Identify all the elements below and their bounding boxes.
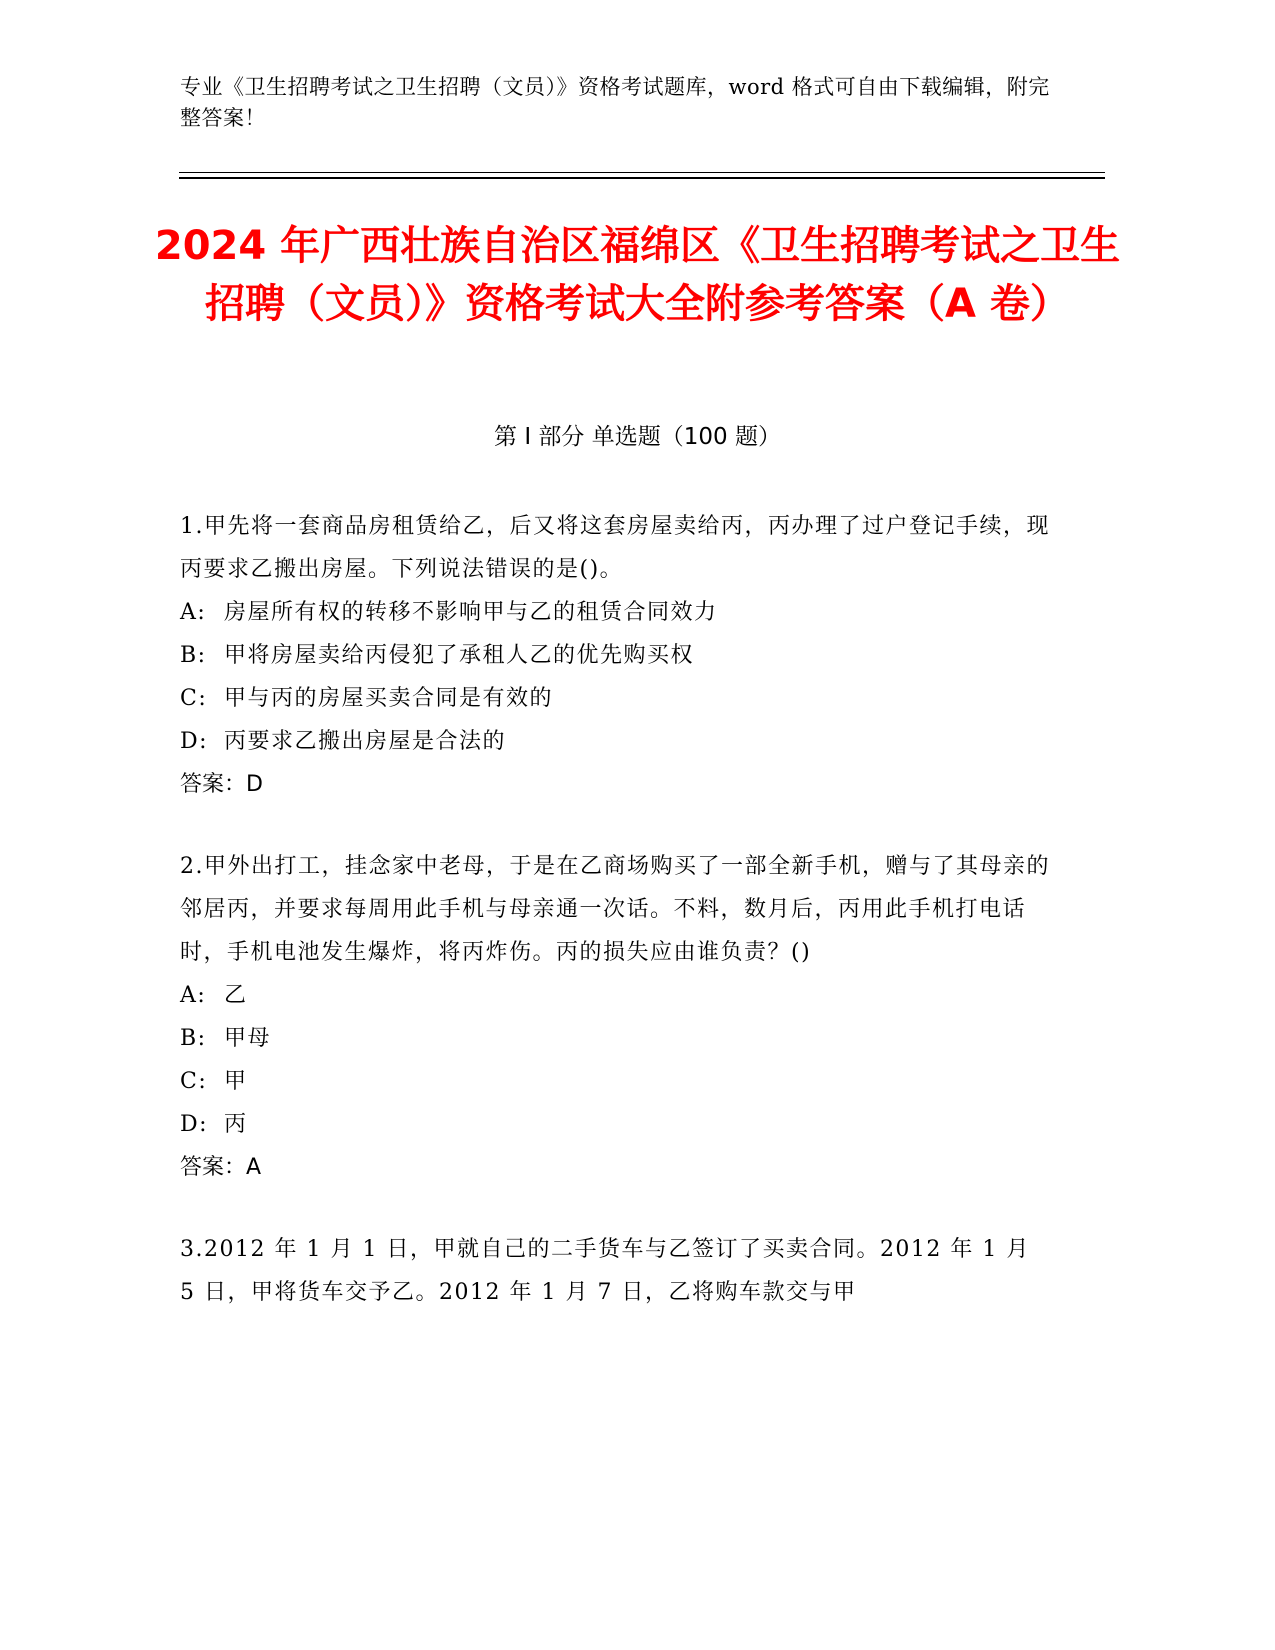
option-letter: C: — [180, 1069, 208, 1094]
option-letter: A: — [180, 983, 207, 1008]
option-letter: B: — [180, 1026, 207, 1051]
question-stem: 3.2012 年 1 月 1 日，甲就自己的二手货车与乙签订了买卖合同。2012 年 1 月 5 日，甲将货车交予乙。2012 年 1 月 7 日，乙将购车款交与甲 — [180, 1237, 1030, 1305]
option-a — [180, 591, 1050, 634]
option-text: 甲母 — [224, 1026, 272, 1051]
header-note: 专业《卫生招聘考试之卫生招聘（文员）》资格考试题库，word 格式可自由下载编辑，附完整答案！ — [180, 75, 1050, 130]
option-text: 房屋所有权的转移不影响甲与乙的租赁合同效力 — [224, 600, 718, 625]
question-list — [180, 505, 1050, 1352]
option-a — [180, 974, 1050, 1017]
option-c — [180, 1060, 1050, 1103]
question-3 — [180, 1228, 1050, 1314]
option-c — [180, 677, 1050, 720]
option-letter: B: — [180, 643, 207, 668]
option-letter: C: — [180, 686, 208, 711]
option-text: 甲将房屋卖给丙侵犯了承租人乙的优先购买权 — [224, 643, 695, 668]
header-rule-thin — [179, 172, 1105, 173]
option-letter: D: — [180, 729, 209, 754]
question-stem: 1.甲先将一套商品房租赁给乙，后又将这套房屋卖给丙，丙办理了过户登记手续，现丙要求乙搬出房屋。下列说法错误的是()。 — [180, 514, 1050, 582]
option-d — [180, 1103, 1050, 1146]
question-stem: 2.甲外出打工，挂念家中老母，于是在乙商场购买了一部全新手机，赠与了其母亲的邻居丙，并要求每周用此手机与母亲通一次话。不料，数月后，丙用此手机打电话时，手机电池发生爆炸，将丙炸伤。丙的损失应由谁负责？() — [180, 854, 1050, 965]
option-d — [180, 720, 1050, 763]
option-text: 丙要求乙搬出房屋是合法的 — [224, 729, 507, 754]
option-letter: D: — [180, 1112, 209, 1137]
question-2 — [180, 845, 1050, 1190]
option-text: 乙 — [224, 983, 248, 1008]
answer-line: 答案：A — [180, 1155, 262, 1180]
answer-line: 答案：D — [180, 772, 263, 797]
section-heading: 第 I 部分 单选题（100 题） — [494, 424, 781, 450]
option-letter: A: — [180, 600, 207, 625]
question-1 — [180, 505, 1050, 807]
header-rule-thick — [179, 177, 1105, 179]
option-b — [180, 634, 1050, 677]
option-text: 甲与丙的房屋买卖合同是有效的 — [224, 686, 554, 711]
option-text: 甲 — [224, 1069, 248, 1094]
option-text: 丙 — [224, 1112, 248, 1137]
option-b — [180, 1017, 1050, 1060]
document-title: 2024 年广西壮族自治区福绵区《卫生招聘考试之卫生招聘（文员）》资格考试大全附参考答案（A 卷） — [154, 223, 1121, 327]
